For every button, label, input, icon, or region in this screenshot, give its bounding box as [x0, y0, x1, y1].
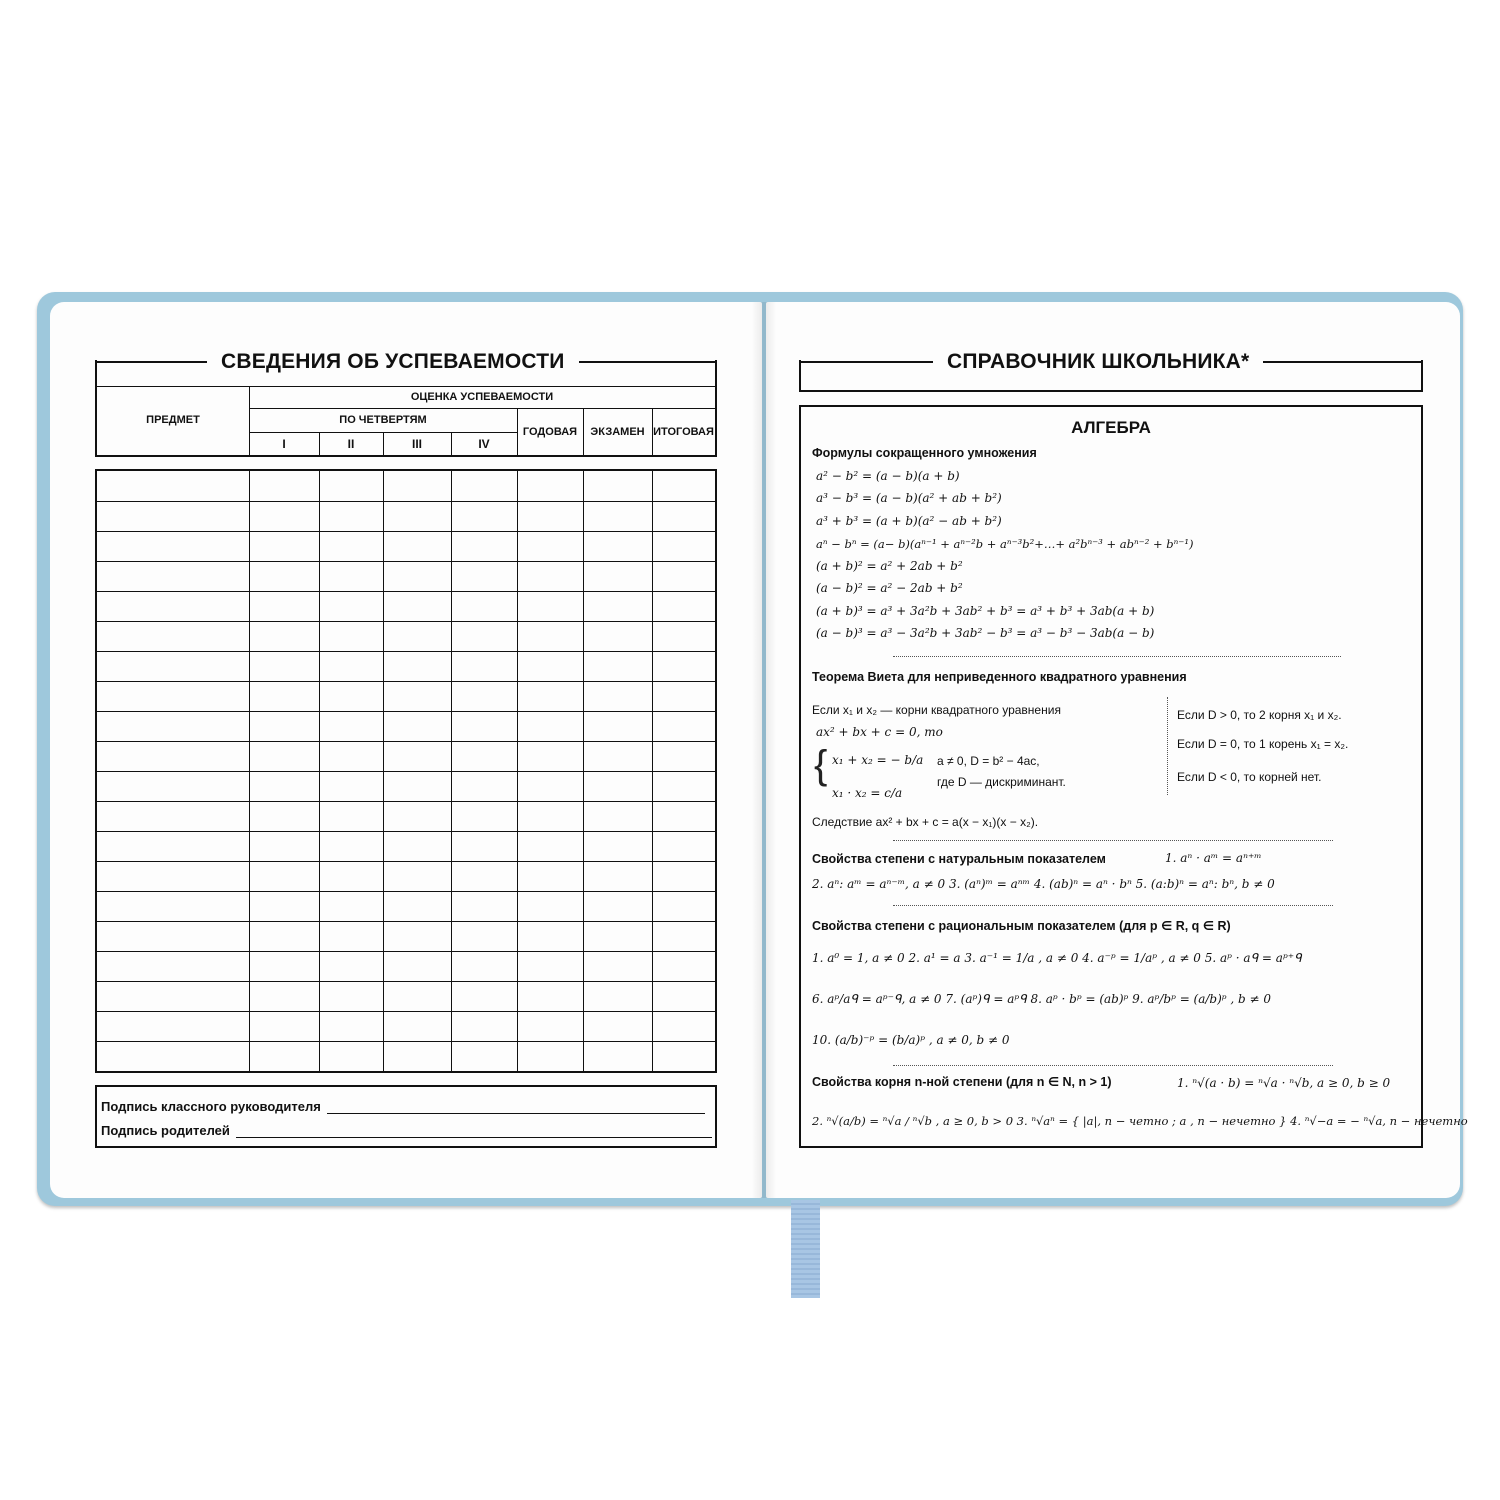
- vieta-line-2: ax² + bx + c = 0, то: [816, 725, 943, 739]
- quarter-3-header: III: [411, 436, 422, 451]
- table-row-line: [97, 801, 715, 802]
- rat-props-line-2: 6. aᵖ/aᑫ = aᵖ⁻ᑫ, a ≠ 0 7. (aᵖ)ᑫ = aᵖᑫ 8. aᵖ · bᵖ = (ab)ᵖ 9. aᵖ/bᵖ = (a/b)ᵖ , b ≠ 0: [812, 992, 1272, 1006]
- bookmark-ribbon[interactable]: [791, 1200, 820, 1298]
- vieta-corollary: Следствие ax² + bx + c = a(x − x₁)(x − x₂).: [812, 815, 1039, 829]
- table-row-line: [97, 921, 715, 922]
- root-prop-1: 1. ⁿ√(a · b) = ⁿ√a · ⁿ√b, a ≥ 0, b ≥ 0: [1177, 1076, 1391, 1090]
- rat-props-line-1: 1. a⁰ = 1, a ≠ 0 2. a¹ = a 3. a⁻¹ = 1/a , a ≠ 0 4. a⁻ᵖ = 1/aᵖ , a ≠ 0 5. aᵖ · aᑫ = aᵖ⁺ᑫ: [812, 951, 1302, 965]
- teacher-signature-line[interactable]: [327, 1112, 705, 1114]
- table-row-line: [97, 1041, 715, 1042]
- vieta-divider: [1167, 697, 1168, 795]
- spine: [752, 302, 776, 1198]
- divider-1: [893, 656, 1341, 657]
- table-row-line: [97, 591, 715, 592]
- vieta-title: Теорема Виета для неприведенного квадратного уравнения: [812, 670, 1187, 684]
- final-header: ИТОГОВАЯ: [653, 425, 714, 438]
- system-brace: {: [814, 743, 828, 787]
- quarters-header: ПО ЧЕТВЕРТЯМ: [339, 414, 427, 426]
- table-row-line: [97, 891, 715, 892]
- nat-prop-1: 1. aⁿ · aᵐ = aⁿ⁺ᵐ: [1165, 851, 1262, 865]
- nat-title: Свойства степени с натуральным показателем: [812, 852, 1106, 866]
- divider-3: [893, 905, 1333, 906]
- table-row-line: [97, 861, 715, 862]
- parents-signature-line[interactable]: [236, 1136, 712, 1138]
- annual-header: ГОДОВАЯ: [522, 425, 578, 438]
- nat-props-rest: 2. aⁿ: aᵐ = aⁿ⁻ᵐ, a ≠ 0 3. (aⁿ)ᵐ = aⁿᵐ 4. (ab)ⁿ = aⁿ · bⁿ 5. (a:b)ⁿ = aⁿ: bⁿ, b ≠ 0: [812, 877, 1275, 891]
- subject-header: ПРЕДМЕТ: [146, 414, 200, 426]
- mult-formula-7: (a + b)³ = a³ + 3a²b + 3ab² + b³ = a³ + b³ + 3ab(a + b): [816, 604, 1155, 618]
- divider-4: [893, 1065, 1333, 1066]
- vieta-product: x₁ · x₂ = c/a: [832, 786, 903, 800]
- quarter-2-header: II: [347, 436, 355, 451]
- algebra-heading: АЛГЕБРА: [1071, 418, 1151, 437]
- divider-2: [893, 840, 1333, 841]
- vieta-cond-1: a ≠ 0, D = b² − 4ac,: [937, 754, 1040, 768]
- teacher-signature-label: Подпись классного руководителя: [101, 1099, 321, 1114]
- mult-formula-8: (a − b)³ = a³ − 3a²b + 3ab² − b³ = a³ − b³ − 3ab(a − b): [816, 626, 1155, 640]
- reference-title: СПРАВОЧНИК ШКОЛЬНИКА*: [947, 350, 1250, 373]
- mult-formula-1: a² − b² = (a − b)(a + b): [816, 469, 960, 483]
- table-row-line: [97, 741, 715, 742]
- grades-table-body[interactable]: [95, 469, 717, 1073]
- mult-title: Формулы сокращенного умножения: [812, 446, 1037, 460]
- vieta-sum: x₁ + x₂ = − b/a: [832, 753, 924, 767]
- reference-title-box: [799, 360, 1423, 392]
- table-row-line: [97, 981, 715, 982]
- mult-formula-6: (a − b)² = a² − 2ab + b²: [816, 581, 963, 595]
- parents-signature-row[interactable]: [101, 1123, 712, 1138]
- discriminant-negative: Если D < 0, то корней нет.: [1177, 770, 1322, 784]
- rat-props-line-3: 10. (a/b)⁻ᵖ = (b/a)ᵖ , a ≠ 0, b ≠ 0: [812, 1033, 1010, 1047]
- mult-formula-2: a³ − b³ = (a − b)(a² + ab + b²): [816, 491, 1002, 505]
- grades-title: СВЕДЕНИЯ ОБ УСПЕВАЕМОСТИ: [221, 350, 565, 373]
- table-row-line: [97, 681, 715, 682]
- mult-formula-3: a³ + b³ = (a + b)(a² − ab + b²): [816, 514, 1002, 528]
- discriminant-zero: Если D = 0, то 1 корень x₁ = x₂.: [1177, 737, 1349, 751]
- teacher-signature-row[interactable]: [101, 1099, 705, 1114]
- table-row-line: [97, 771, 715, 772]
- table-row-line: [97, 561, 715, 562]
- discriminant-positive: Если D > 0, то 2 корня x₁ и x₂.: [1177, 708, 1342, 722]
- signature-box: [95, 1085, 717, 1148]
- root-props-rest: 2. ⁿ√(a/b) = ⁿ√a / ⁿ√b , a ≥ 0, b > 0 3. ⁿ√aⁿ = { |a|, n − четно ; a , n − нечетно } 4. ⁿ√−a = − ⁿ√a, n − нечетно: [812, 1114, 1468, 1128]
- parents-signature-label: Подпись родителей: [101, 1123, 230, 1138]
- table-row-line: [97, 831, 715, 832]
- exam-header: ЭКЗАМЕН: [590, 425, 645, 438]
- rat-title: Свойства степени с рациональным показателем (для p ∈ R, q ∈ R): [812, 919, 1231, 933]
- mult-formula-4: aⁿ − bⁿ = (a− b)(aⁿ⁻¹ + aⁿ⁻²b + aⁿ⁻³b²+…+ a²bⁿ⁻³ + abⁿ⁻² + bⁿ⁻¹): [816, 537, 1194, 551]
- mult-formula-5: (a + b)² = a² + 2ab + b²: [816, 559, 963, 573]
- table-row-line: [97, 501, 715, 502]
- root-title: Свойства корня n-ной степени (для n ∈ N, n > 1): [812, 1075, 1112, 1089]
- table-row-line: [97, 651, 715, 652]
- grades-table-header: [95, 360, 717, 457]
- table-row-line: [97, 951, 715, 952]
- table-row-line: [97, 621, 715, 622]
- table-row-line: [97, 1011, 715, 1012]
- table-row-line: [97, 711, 715, 712]
- vieta-line-1: Если x₁ и x₂ — корни квадратного уравнения: [812, 703, 1061, 717]
- grades-header: ОЦЕНКА УСПЕВАЕМОСТИ: [410, 391, 554, 403]
- quarter-4-header: IV: [478, 436, 490, 451]
- vieta-cond-2: где D — дискриминант.: [937, 775, 1066, 789]
- table-row-line: [97, 531, 715, 532]
- quarter-1-header: I: [282, 436, 286, 451]
